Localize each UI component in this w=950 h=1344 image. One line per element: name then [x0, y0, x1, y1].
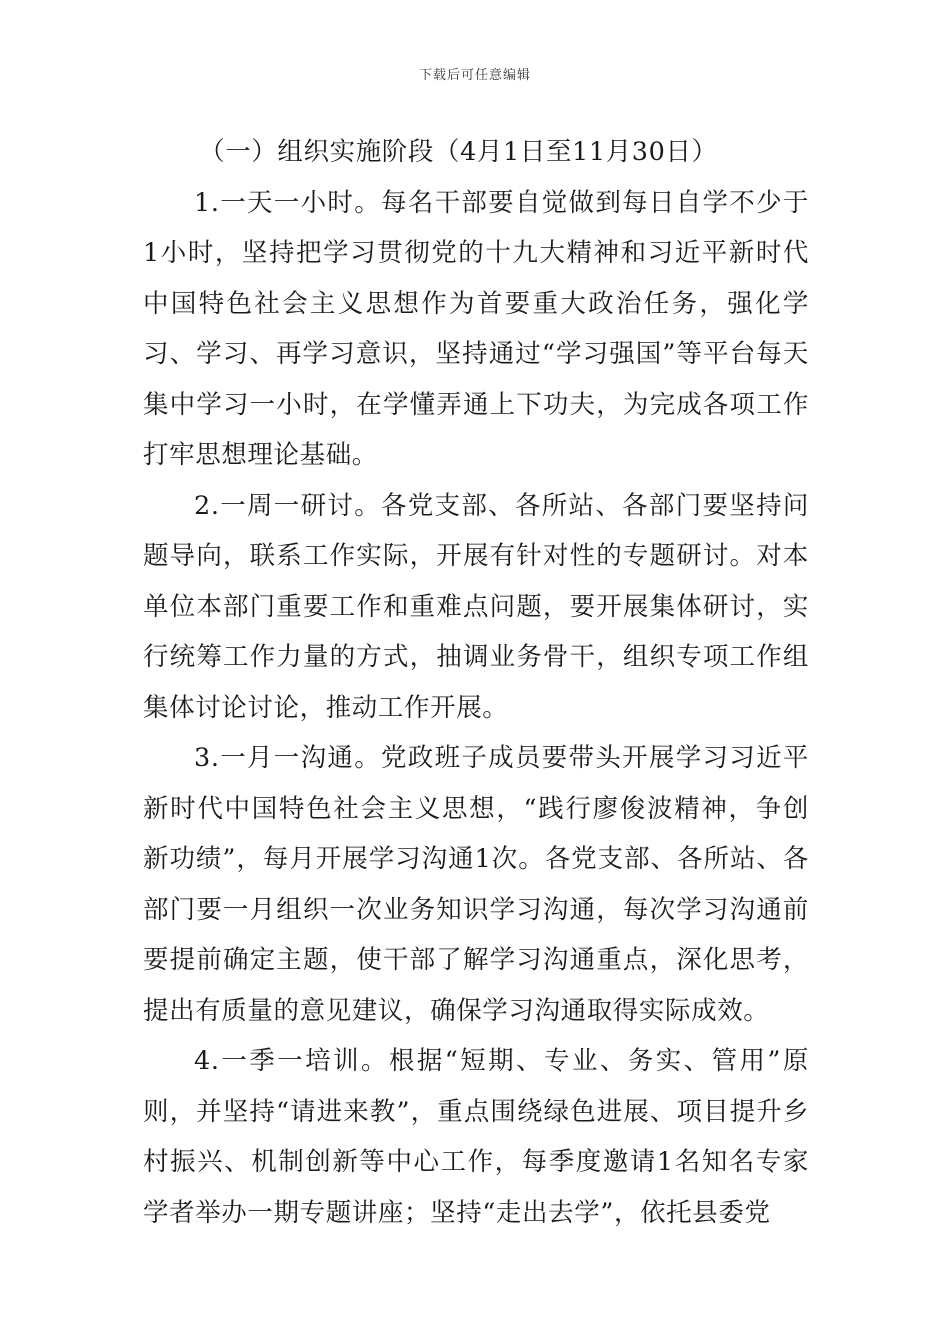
- section-heading: （一）组织实施阶段（4月1日至11月30日）: [199, 137, 718, 167]
- paragraph-quarterly-training: 4.一季一培训。根据“短期、专业、务实、管用”原则，并坚持“请进来教”，重点围绕绿色进展、项目提升乡村振兴、机制创新等中心工作，每季度邀请1名知名专家学者举办一期专题讲座；坚持“走出去学”，依托县委党: [143, 1046, 809, 1228]
- document-body: [143, 127, 809, 1238]
- paragraph-monthly-exchange: 3.一月一沟通。党政班子成员要带头开展学习习近平新时代中国特色社会主义思想，“践行廖俊波精神，争创新功绩”，每月开展学习沟通1次。各党支部、各所站、各部门要一月组织一次业务知识学习沟通，每次学习沟通前要提前确定主题，使干部了解学习沟通重点，深化思考，提出有质量的意见建议，确保学习沟通取得实际成效。: [143, 743, 809, 1026]
- header-note: 下载后可任意编辑: [418, 68, 531, 83]
- paragraph-daily-study: 1.一天一小时。每名干部要自觉做到每日自学不少于1小时，坚持把学习贯彻党的十九大精神和习近平新时代中国特色社会主义思想作为首要重大政治任务，强化学习、学习、再学习意识，坚持通过“学习强国”等平台每天集中学习一小时，在学懂弄通上下功夫，为完成各项工作打牢思想理论基础。: [143, 187, 809, 470]
- paragraph-weekly-seminar: 2.一周一研讨。各党支部、各所站、各部门要坚持问题导向，联系工作实际，开展有针对性的专题研讨。对本单位本部门重要工作和重难点问题，要开展集体研讨，实行统筹工作力量的方式，抽调业务骨干，组织专项工作组集体讨论讨论，推动工作开展。: [143, 490, 809, 723]
